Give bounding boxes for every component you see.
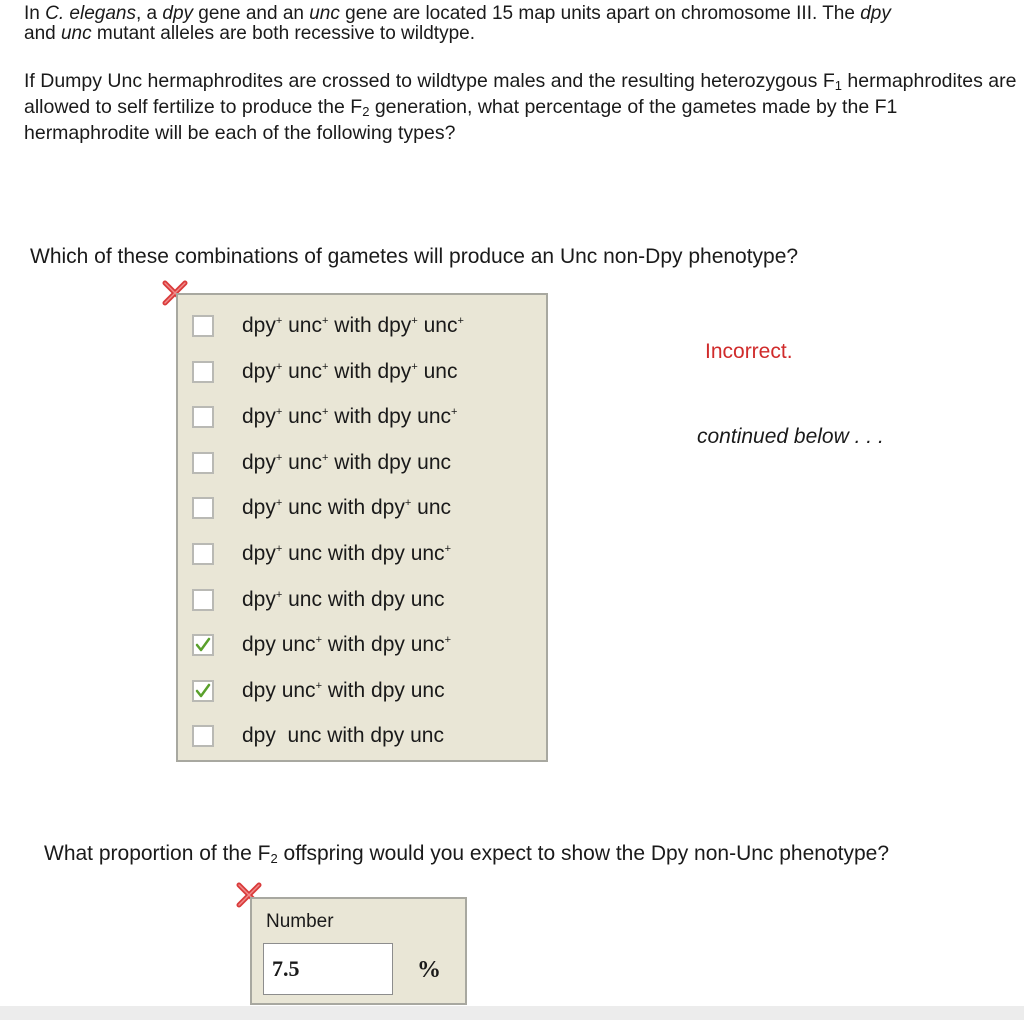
allele-text: dpy — [242, 587, 276, 611]
allele-superscript: + — [411, 315, 418, 327]
subscript: 1 — [834, 78, 842, 93]
gamete-option-label — [242, 451, 451, 475]
checkbox[interactable] — [192, 589, 214, 611]
gamete-option-label — [242, 724, 444, 748]
intro-text: and — [24, 23, 61, 44]
checkbox[interactable] — [192, 361, 214, 383]
intro-text: If Dumpy Unc hermaphrodites are crossed to wildtype males and the resulting heterozygous F — [24, 70, 835, 92]
checkbox-checked[interactable] — [192, 680, 214, 702]
allele-superscript: + — [451, 406, 458, 419]
checkmark-icon — [194, 636, 212, 654]
gamete-option[interactable] — [192, 630, 451, 660]
intro-text: mutant alleles are both recessive to wildtype. — [91, 23, 475, 44]
allele-text: dpy — [242, 359, 276, 383]
gamete-option-label — [242, 360, 457, 384]
allele-superscript: + — [275, 360, 283, 373]
feedback-incorrect: Incorrect. — [705, 340, 793, 363]
gene-name: dpy — [162, 3, 194, 24]
allele-text: unc — [282, 405, 322, 429]
gamete-option-label — [242, 314, 464, 338]
gamete-option-label — [242, 588, 445, 612]
gamete-options-panel — [176, 293, 548, 762]
checkbox[interactable] — [192, 497, 214, 519]
allele-text: unc with dpy — [282, 496, 405, 520]
allele-superscript: + — [404, 497, 412, 510]
intro-text: generation, what percentage of the gametes made by the F1 hermaphrodite will be each of the following types? — [24, 96, 898, 144]
percent-unit: % — [417, 957, 441, 983]
allele-superscript: + — [444, 634, 452, 647]
checkbox[interactable] — [192, 452, 214, 474]
allele-text: unc with dpy unc — [282, 542, 445, 565]
allele-text: dpy — [242, 405, 276, 429]
gamete-option[interactable] — [192, 448, 451, 478]
allele-superscript: + — [322, 360, 329, 373]
allele-text: dpy — [242, 314, 276, 337]
allele-text: dpy unc — [242, 678, 316, 702]
checkbox[interactable] — [192, 315, 214, 337]
number-label: Number — [266, 911, 334, 932]
gene-name: unc — [60, 23, 92, 44]
allele-text: with dpy unc — [322, 678, 445, 702]
allele-superscript: + — [275, 406, 283, 419]
checkmark-icon — [194, 682, 212, 700]
gamete-option[interactable] — [192, 721, 444, 751]
intro-text: hermaphrodites are allowed to self fertilize to produce the F — [24, 70, 1017, 118]
allele-superscript: + — [322, 451, 329, 464]
gamete-option[interactable] — [192, 311, 464, 341]
allele-text: unc — [282, 359, 322, 383]
allele-superscript: + — [275, 588, 283, 601]
gene-name: unc — [309, 3, 340, 24]
question-1-text: Which of these combinations of gametes will produce an Unc non-Dpy phenotype? — [30, 245, 799, 268]
intro-paragraph-2 — [24, 68, 1019, 146]
allele-superscript: + — [411, 360, 418, 373]
subscript: 2 — [270, 851, 278, 866]
subscript: 2 — [362, 104, 370, 119]
number-input[interactable]: 7.5 — [263, 943, 393, 995]
gamete-option[interactable] — [192, 493, 451, 523]
allele-text: with dpy — [328, 314, 412, 337]
allele-text: unc — [417, 314, 458, 337]
intro-text: gene and an — [193, 3, 310, 24]
gamete-option[interactable] — [192, 402, 457, 432]
allele-text: dpy unc — [242, 633, 316, 657]
checkbox[interactable] — [192, 543, 214, 565]
intro-text: In — [24, 3, 46, 24]
allele-superscript: + — [315, 679, 322, 692]
number-answer-panel — [250, 897, 467, 1005]
question-2-text — [44, 842, 889, 866]
allele-text: unc — [282, 450, 322, 474]
allele-superscript: + — [275, 451, 283, 464]
allele-superscript: + — [275, 543, 283, 555]
allele-text: unc — [417, 359, 458, 383]
gamete-option[interactable] — [192, 539, 451, 569]
allele-superscript: + — [457, 315, 464, 327]
allele-superscript: + — [275, 315, 283, 327]
bottom-bar — [0, 1006, 1024, 1020]
question-text: What proportion of the F — [44, 842, 271, 865]
gamete-option[interactable] — [192, 357, 457, 387]
allele-text: dpy — [242, 542, 276, 565]
allele-text: with dpy unc — [328, 405, 452, 429]
gamete-option[interactable] — [192, 676, 445, 706]
gamete-option-label — [242, 496, 451, 520]
allele-text: unc — [411, 496, 452, 520]
allele-text: with dpy unc — [328, 450, 452, 474]
allele-text: with dpy — [328, 359, 412, 383]
species-name: C. elegans — [45, 3, 136, 24]
checkbox[interactable] — [192, 406, 214, 428]
checkbox-checked[interactable] — [192, 634, 214, 656]
checkbox[interactable] — [192, 725, 214, 747]
gamete-option-label — [242, 633, 451, 657]
continued-below-text: continued below . . . — [697, 425, 884, 448]
allele-text: unc with dpy unc — [282, 587, 445, 611]
gamete-option-label — [242, 405, 457, 429]
allele-text: dpy — [242, 450, 276, 474]
gamete-option-label — [242, 679, 445, 703]
question-text: offspring would you expect to show the Dpy non-Unc phenotype? — [277, 842, 890, 865]
intro-text: , a — [135, 3, 163, 24]
gamete-option[interactable] — [192, 585, 445, 615]
allele-text: unc — [282, 314, 322, 337]
intro-paragraph-1 — [24, 4, 1014, 44]
allele-text: dpy unc with dpy unc — [242, 724, 444, 748]
allele-text: dpy — [242, 496, 276, 520]
intro-text: gene are located 15 map units apart on chromosome III. The — [339, 3, 861, 24]
allele-text: with dpy unc — [322, 633, 445, 657]
gene-name: dpy — [860, 3, 891, 24]
allele-superscript: + — [322, 406, 329, 419]
allele-superscript: + — [275, 497, 283, 510]
gamete-option-label — [242, 542, 451, 566]
allele-superscript: + — [444, 543, 451, 555]
allele-superscript: + — [315, 634, 322, 647]
allele-superscript: + — [322, 315, 329, 327]
